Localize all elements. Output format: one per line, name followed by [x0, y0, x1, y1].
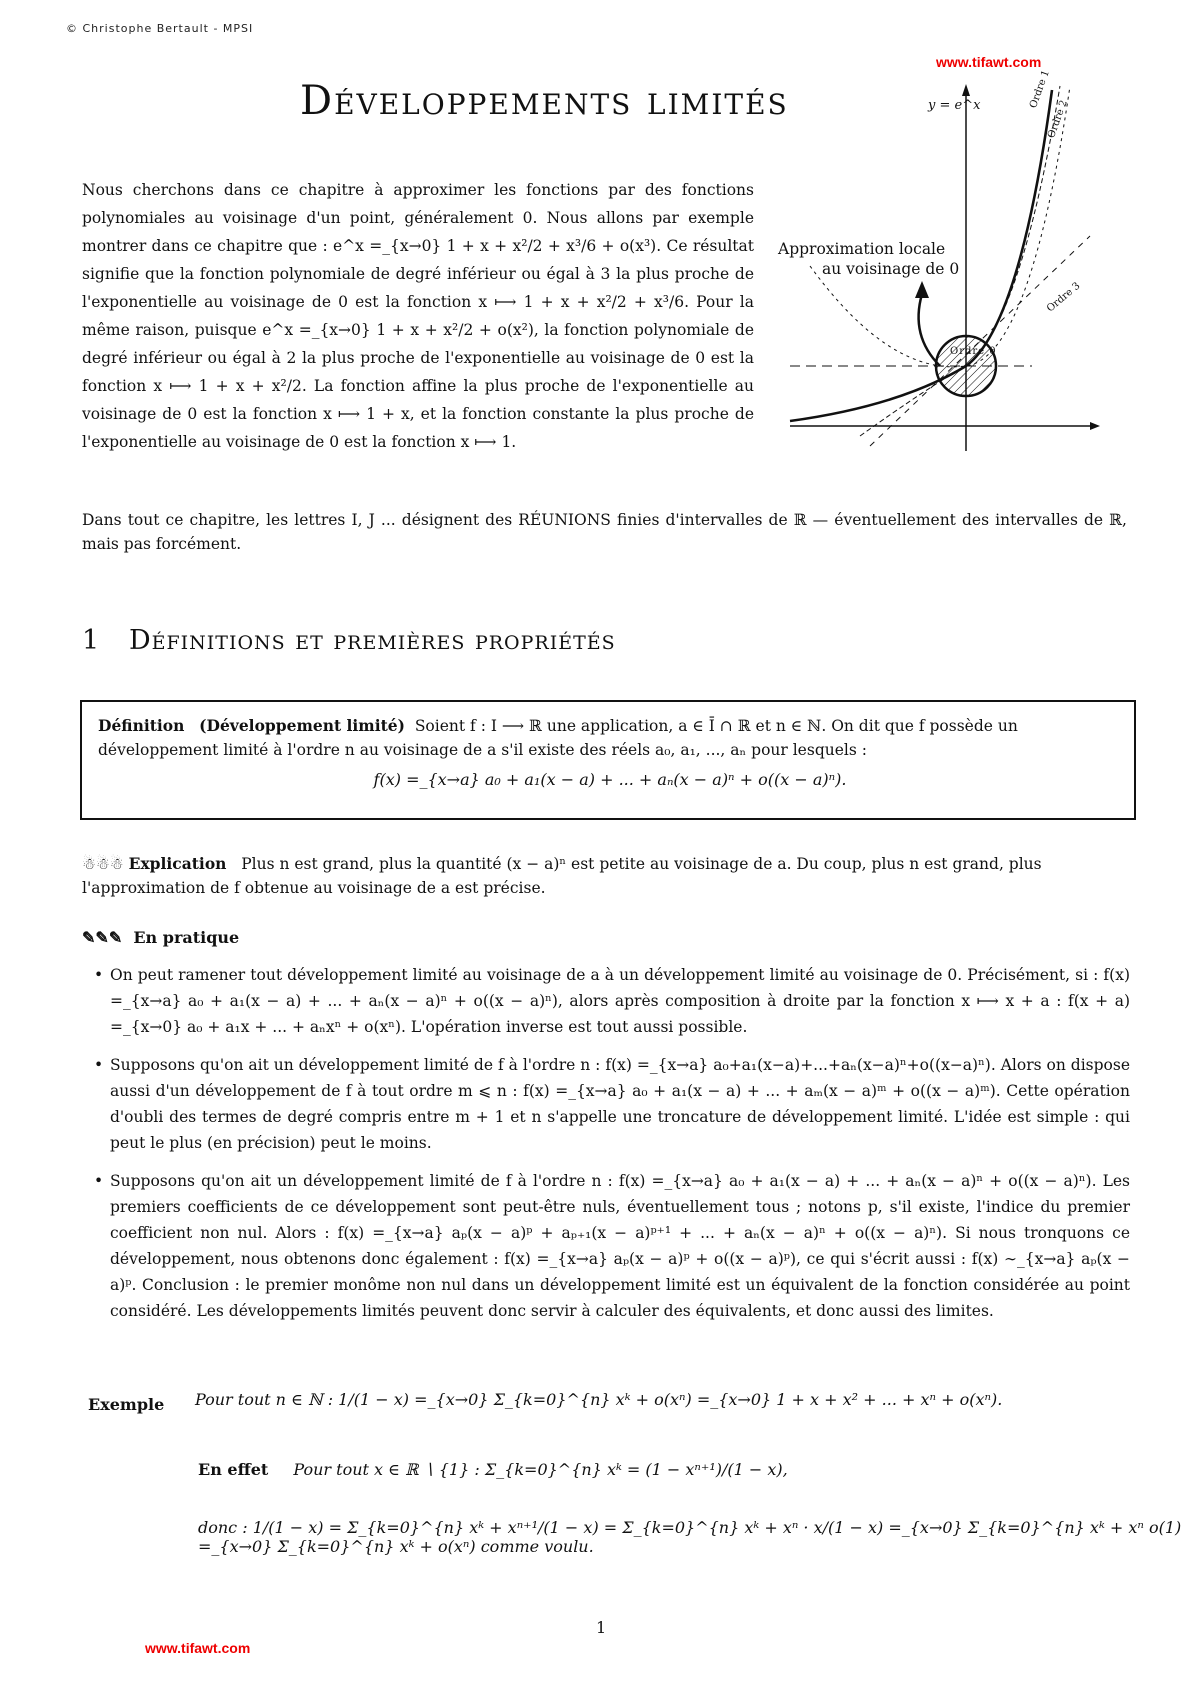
definition-formula: f(x) =_{x→a} a₀ + a₁(x − a) + ... + aₙ(x − a)ⁿ + o((x − a)ⁿ). — [373, 770, 847, 789]
pencil-icons: ✎✎✎ — [82, 928, 123, 947]
en-effet-line — [198, 1460, 788, 1479]
page-number: 1 — [596, 1618, 607, 1637]
en-pratique-heading — [82, 928, 239, 947]
list-item: • Supposons qu'on ait un développement limité de f à l'ordre n : f(x) =_{x→a} a₀ + a₁(x − a) + ... + aₙ(x − a)ⁿ + o((x − a)ⁿ). Les premiers coefficients de ce développement sont peut-être nuls, éventuellement tous ; notons p, s'il existe, l'indice du premier coefficient non nul. Alors : f(x) =_{x→a} aₚ(x − a)ᵖ + aₚ₊₁(x − a)ᵖ⁺¹ + ... + aₙ(x − a)ⁿ + o((x − a)ⁿ). Si nous tronquons ce développement, nous obtenons donc également : f(x) =_{x→a} aₚ(x − a)ᵖ + o((x − a)ᵖ), ce qui s'écrit aussi : f(x) ∼_{x→a} aₚ(x − a)ᵖ. Conclusion : le premier monôme non nul dans un développement limité est un équivalent de la fonction considérée au point considéré. Les développements limités peuvent donc servir à calculer des équivalents, et donc aussi des limites. — [110, 1168, 1130, 1324]
list-item: • Supposons qu'on ait un développement limité de f à l'ordre n : f(x) =_{x→a} a₀+a₁(x−a)+...+aₙ(x−a)ⁿ+o((x−a)ⁿ). Alors on dispose aussi d'un développement de f à tout ordre m ⩽ n : f(x) =_{x→a} a₀ + a₁(x − a) + ... + aₘ(x − a)ᵐ + o((x − a)ᵐ). Cette opération d'oubli des termes de degré compris entre m + 1 et n s'appelle une troncature de développement limité. L'idée est simple : qui peut le plus (en précision) peut le moins. — [110, 1052, 1130, 1156]
order-3-label: Ordre 3 — [1045, 280, 1083, 315]
intro-paragraph: Nous cherchons dans ce chapitre à approximer les fonctions par des fonctions polynomiales au voisinage d'un point, généralement 0. Nous allons par exemple montrer dans ce chapitre que : e^x =_{x→0} 1 + x + x²/2 + x³/6 + o(x³). Ce résultat signifie que la fonction polynomiale de degré inférieur ou égal à 3 la plus proche de l'exponentielle au voisinage de 0 est la fonction x ⟼ 1 + x + x²/2 + x³/6. Pour la même raison, puisque e^x =_{x→0} 1 + x + x²/2 + o(x²), la fonction polynomiale de degré inférieur ou égal à 2 la plus proche de l'exponentielle au voisinage de 0 est la fonction x ⟼ 1 + x + x²/2. La fonction affine la plus proche de l'exponentielle au voisinage de 0 est la fonction x ⟼ 1 + x, et la fonction constante la plus proche de l'exponentielle au voisinage de 0 est la fonction x ⟼ 1. — [82, 181, 754, 451]
section-number: 1 — [82, 625, 101, 656]
exemple-label: Exemple — [88, 1395, 165, 1414]
en-pratique-list — [110, 962, 1130, 1336]
order-0-label: Ordre 0 — [950, 346, 997, 357]
explication-block — [82, 852, 1128, 900]
section-title: Définitions et premières propriétés — [128, 625, 616, 656]
definition-box — [80, 700, 1136, 820]
section-heading — [82, 625, 616, 656]
header-credit: © Christophe Bertault - MPSI — [66, 22, 254, 35]
donc-line: donc : 1/(1 − x) = Σ_{k=0}^{n} xᵏ + xⁿ⁺¹/(1 − x) = Σ_{k=0}^{n} xᵏ + xⁿ · x/(1 − x) =_{x→0} Σ_{k=0}^{n} xᵏ + xⁿ o(1) =_{x→0} Σ_{k=0}^{n} xᵏ + o(xⁿ) comme voulu. — [198, 1518, 1182, 1556]
definition-label: Définition — [98, 716, 185, 735]
definition-name: (Développement limité) — [199, 716, 405, 735]
en-effet-label: En effet — [198, 1460, 269, 1479]
explication-icons: ☃☃☃ — [82, 855, 124, 873]
page-title: Développements limités — [300, 78, 789, 124]
definition-text-block — [98, 714, 1122, 762]
curve-label: y = e^x — [928, 98, 981, 113]
explication-text: Plus n est grand, plus la quantité (x − a)ⁿ est petite au voisinage de a. Du coup, plus n est grand, plus l'approximation de f obtenue au voisinage de a est précise. — [82, 855, 1042, 897]
order-1-label: Ordre 1 — [1028, 68, 1052, 110]
figure-annotation-line1: Approximation locale — [778, 240, 946, 258]
list-item: • On peut ramener tout développement limité au voisinage de a à un développement limité au voisinage de 0. Précisément, si : f(x) =_{x→a} a₀ + a₁(x − a) + ... + aₙ(x − a)ⁿ + o((x − a)ⁿ), alors après composition à droite par la fonction x ⟼ x + a : f(x + a) =_{x→0} a₀ + a₁x + ... + aₙxⁿ + o(xⁿ). L'opération inverse est tout aussi possible. — [110, 962, 1130, 1040]
en-pratique-label: En pratique — [133, 928, 240, 947]
watermark-link-bottom[interactable]: www.tifawt.com — [145, 1640, 251, 1656]
figure-annotation-line2: au voisinage de 0 — [822, 260, 960, 278]
explication-label: Explication — [128, 854, 227, 873]
watermark-link-top[interactable]: www.tifawt.com — [936, 54, 1042, 70]
order-2-label: Ordre 2 — [1046, 98, 1070, 140]
definition-text: Soient f : I ⟶ ℝ une application, a ∈ Ī ∩ ℝ et n ∈ ℕ. On dit que f possède un développement limité à l'ordre n au voisinage de a s'il existe des réels a₀, a₁, ..., aₙ pour lesquels : — [98, 717, 1018, 759]
reunions-paragraph: Dans tout ce chapitre, les lettres I, J ... désignent des RÉUNIONS finies d'intervalles de ℝ — éventuellement des intervalles de ℝ, mais pas forcément. — [82, 511, 1127, 553]
en-effet-text: Pour tout x ∈ ℝ ∖ {1} : Σ_{k=0}^{n} xᵏ = (1 − xⁿ⁺¹)/(1 − x), — [293, 1460, 788, 1479]
exemple-formula: Pour tout n ∈ ℕ : 1/(1 − x) =_{x→0} Σ_{k=0}^{n} xᵏ + o(xⁿ) =_{x→0} 1 + x + x² + ... + xⁿ + o(xⁿ). — [195, 1390, 1003, 1409]
